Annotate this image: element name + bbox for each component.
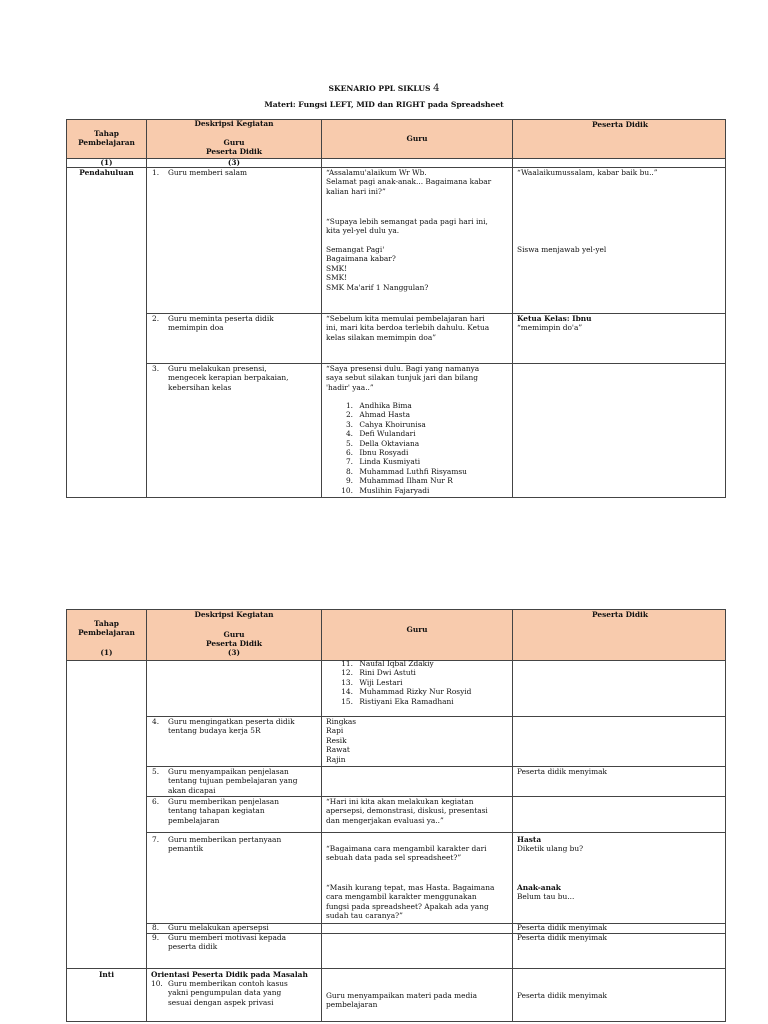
list-item: 15. Ristiyani Eka Ramadhani xyxy=(341,696,454,706)
row-number: 10. xyxy=(151,979,163,988)
list-item: 12. Rini Dwi Astuti xyxy=(341,668,416,678)
peserta-response: Peserta didik menyimak xyxy=(517,923,608,932)
header-deskripsi: Deskripsi Kegiatan xyxy=(194,610,274,619)
list-item: 3. Cahya Khoirunisa xyxy=(345,419,426,429)
row-number: 3. xyxy=(152,364,160,373)
guru-dialogue: Semangat Pagi' Bagaimana kabar? SMK! SMK! SMK Ma'arif 1 Nanggulan? xyxy=(326,245,429,292)
peserta-response: “Waalaikumussalam, kabar baik bu..” xyxy=(517,168,658,177)
table-1 xyxy=(66,119,726,498)
activity-text: Guru mengingatkan peserta didik tentang budaya kerja 5R xyxy=(168,717,295,736)
list-item: 11. Naufal Iqbal Zdakiy xyxy=(341,659,434,668)
peserta-response: Siswa menjawab yel-yel xyxy=(517,245,607,254)
list-item: 9. Muhammad Ilham Nur R xyxy=(345,476,453,486)
header-guru-sub: Guru xyxy=(223,630,245,639)
list-item: 1. Andhika Bima xyxy=(345,401,412,410)
row-number: 7. xyxy=(152,835,160,844)
row-number: 4. xyxy=(152,717,160,726)
header-col-num-3: (3) xyxy=(227,648,241,657)
activity-text: Guru melakukan presensi, mengecek kerapian berpakaian, kebersihan kelas xyxy=(168,364,289,392)
section-heading: Orientasi Peserta Didik pada Masalah xyxy=(151,970,308,979)
header-peserta-sub: Peserta Didik xyxy=(206,147,262,156)
list-item: 14. Muhammad Rizky Nur Rosyid xyxy=(341,687,472,697)
list-item: 6. Ibnu Rosyadi xyxy=(345,447,409,457)
guru-dialogue: “Assalamu'alaikum Wr Wb. Selamat pagi anak-anak... Bagaimana kabar kalian hari ini?” xyxy=(326,168,492,196)
guru-5r-list: Ringkas Rapi Resik Rawat Rajin xyxy=(326,717,357,764)
list-item: 2. Ahmad Hasta xyxy=(345,410,410,420)
header-peserta: Peserta Didik xyxy=(592,610,648,619)
title-text: SKENARIO PPL SIKLUS xyxy=(328,84,431,93)
peserta-response: Hasta Diketik ulang bu? xyxy=(517,835,584,854)
peserta-response: Peserta didik menyimak xyxy=(517,767,608,776)
guru-dialogue: “Sebelum kita memulai pembelajaran hari ini, mari kita berdoa terlebih dahulu. Ketua kelas silakan memimpin doa” xyxy=(326,314,490,342)
list-item: 7. Linda Kusmiyati xyxy=(345,457,421,467)
header-deskripsi: Deskripsi Kegiatan xyxy=(194,119,274,128)
guru-dialogue: “Supaya lebih semangat pada pagi hari ini, kita yel-yel dulu ya. xyxy=(326,217,488,236)
row-number: 1. xyxy=(152,168,160,177)
activity-text: Guru memberikan pertanyaan pemantik xyxy=(168,835,282,854)
list-item: 5. Della Oktaviana xyxy=(345,438,420,448)
activity-text: Guru meminta peserta didik memimpin doa xyxy=(168,314,274,333)
header-col-num-1: (1) xyxy=(100,648,113,657)
list-item: 13. Wiji Lestari xyxy=(341,677,403,687)
header-tahap: Tahap Pembelajaran xyxy=(78,129,135,148)
guru-dialogue: “Hari ini kita akan melakukan kegiatan apersepsi, demonstrasi, diskusi, presentasi dan mengerjakan evaluasi ya..” xyxy=(326,797,488,825)
header-peserta-sub: Peserta Didik xyxy=(206,639,262,648)
activity-text: Guru melakukan apersepsi xyxy=(168,923,269,932)
peserta-response: Peserta didik menyimak xyxy=(517,991,608,1000)
row-number: 8. xyxy=(152,923,160,932)
header-col-num-1: (1) xyxy=(100,158,113,167)
document-title xyxy=(0,83,768,96)
header-col-num-3: (3) xyxy=(227,158,241,167)
stage-pendahuluan: Pendahuluan xyxy=(79,168,134,177)
header-guru: Guru xyxy=(406,625,428,634)
table-2 xyxy=(66,609,726,1022)
list-item: 8. Muhammad Luthfi Risyamsu xyxy=(345,466,467,476)
header-tahap: Tahap Pembelajaran xyxy=(78,619,135,638)
activity-text: Guru memberi motivasi kepada peserta didik xyxy=(168,933,287,952)
peserta-response: Ketua Kelas: Ibnu “memimpin do'a” xyxy=(517,314,592,333)
guru-dialogue: Guru menyampaikan materi pada media pembelajaran xyxy=(326,991,478,1010)
peserta-response: Anak-anak Belum tau bu... xyxy=(517,883,575,902)
header-peserta: Peserta Didik xyxy=(592,120,648,129)
row-number: 5. xyxy=(152,767,160,776)
student-list xyxy=(335,659,471,706)
title-cycle-number: 4 xyxy=(433,83,440,94)
stage-inti: Inti xyxy=(98,970,115,979)
guru-dialogue: “Saya presensi dulu. Bagi yang namanya saya sebut silakan tunjuk jari dan bilang 'hadir' yaa..” xyxy=(326,364,480,392)
activity-text: Guru memberikan penjelasan tentang tahapan kegiatan pembelajaran xyxy=(168,797,279,825)
header-guru: Guru xyxy=(406,134,428,143)
activity-text: Guru memberi salam xyxy=(168,168,248,177)
row-number: 2. xyxy=(152,314,160,323)
list-item: 4. Defi Wulandari xyxy=(345,429,416,439)
document-subtitle: Materi: Fungsi LEFT, MID dan RIGHT pada Spreadsheet xyxy=(264,100,504,109)
header-guru-sub: Guru xyxy=(223,138,245,147)
activity-text: Guru memberikan contoh kasus yakni pengumpulan data yang sesuai dengan aspek privasi xyxy=(168,979,288,1007)
peserta-response: Peserta didik menyimak xyxy=(517,933,608,942)
student-list xyxy=(335,401,467,495)
guru-dialogue: “Bagaimana cara mengambil karakter dari sebuah data pada sel spreadsheet?” xyxy=(326,844,487,863)
list-item: 10. Muslihin Fajaryadi xyxy=(341,485,430,495)
row-number: 9. xyxy=(152,933,160,942)
guru-dialogue: “Masih kurang tepat, mas Hasta. Bagaimana cara mengambil karakter menggunakan fungsi pada spreadsheet? Apakah ada yang sudah tau caranya?” xyxy=(326,883,495,921)
row-number: 6. xyxy=(152,797,160,806)
activity-text: Guru menyampaikan penjelasan tentang tujuan pembelajaran yang akan dicapai xyxy=(168,767,298,795)
